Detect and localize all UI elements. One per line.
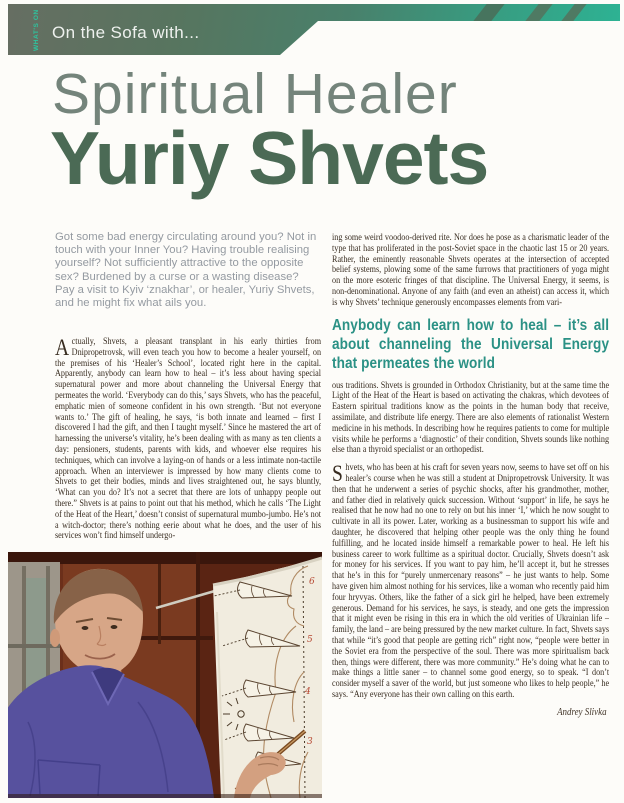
- dropcap-s: S: [332, 461, 343, 487]
- left-paragraph: [55, 337, 321, 542]
- photo-edge-shadow: [8, 794, 322, 798]
- banner-stripe-icon: [561, 4, 586, 21]
- photo: [8, 552, 322, 798]
- left-paragraph-text: ctually, Shvets, a pleasant transplant in his early thirties from Dnipropetrovsk, will even teach you how to become a healer yourself, on the premises of his ‘Healer’s School’, located right here in the capital. Apparently, anybody can learn how to heal – it’s less about having special supernatural power and more about channeling the Universal Energy that permeates the world. ‘Everybody can do this,’ says Shvets, who has the peaceful, emphatic mien of someone confident in his own strength. ‘But not everyone wants to.’ The gift of healing, he says, ‘is both innate and learned – first I discovered I had the gift, and then I taught myself.’ Since he mastered the art of harnessing the universe’s vitality, he’s been dealing with as many as ten clients a day: pensioners, students, parents with kids, and whoever else requires his techniques, which can involve a laying-on of hands or a less intimate non-tactile approach. When an interviewer is impressed by how many clients come to Shvets to get their bodies, minds and lives straightened out, he says bluntly, ‘What can you do? It’s not a secret that there are lots of unhappy people out there.” Shvets is at pains to point out that his method, which he calls ‘The Light of the Heat of the Heart,’ doesn’t consist of supernatural mumbo-jumbo. He’s not a witch-doctor; there’s nothing eerie about what he does, and the user of his services won’t find himself undergo-: [55, 337, 321, 542]
- chakra-number: 4: [305, 687, 311, 697]
- continuation-paragraph: ing some weird voodoo-derived rite. Nor does he pose as a charismatic leader of the type that has proliferated in the post-Soviet space in the chaotic last 15 or 20 years. Rather, the eminently reasonable Shvets operates at the intersection of accepted belief systems, plowing some of the same furrows that practitioners of yoga might on the more esoteric fringes of that discipline. The Universal Energy, it seems, is non-denominational. Anyone of any faith (and even an atheist) can access it, which is why Shvets’ technique generously encompasses elements from vari-: [332, 233, 609, 308]
- chakra-number: 6: [309, 577, 315, 587]
- eye: [82, 626, 89, 630]
- middle-paragraph: ous traditions. Shvets is grounded in Orthodox Christianity, but at the same time the Light of the Heat of the Heart is based on activating the chakras, which devotees of Eastern spiritual traditions know as the points in the human body that receive, assimilate, and distribute life energy. There are also elements of rationalist Western medicine in his methods. In describing how he requires patients to come for multiple visits while he performs a ‘diagnostic’ of their condition, Shvets sounds like nothing else than a thyroid specialist or an orthopedist.: [332, 379, 609, 456]
- ear: [50, 629, 60, 647]
- chakra-number: 5: [307, 635, 313, 645]
- headline-line1: Spiritual Healer: [52, 62, 458, 126]
- left-column: [55, 337, 321, 548]
- pull-quote-subheading: Anybody can learn how to heal – it’s all about channeling the Universal Energy that permeates the world: [332, 316, 609, 372]
- wood-seam: [158, 564, 161, 644]
- author-byline: Andrey Slivka: [557, 706, 607, 718]
- banner-stripe-icon: [473, 4, 504, 21]
- final-paragraph: [332, 463, 609, 701]
- dropcap-a: A: [55, 337, 70, 360]
- intro-standfirst: Got some bad energy circulating around you? Not in touch with your Inner You? Having trouble realising yourself? Not sufficiently attractive to the opposite sex? Burdened by a curse or a wasting disease? Pay a visit to Kyiv ‘znakhar’, or healer, Yuriy Shvets, and he might fix what ails you.: [55, 231, 317, 310]
- headline-line2: Yuriy Shvets: [50, 116, 489, 200]
- banner-stripe-icon: [525, 4, 552, 21]
- healer-photo-illustration: [8, 552, 322, 798]
- chakra-number: 3: [307, 737, 313, 747]
- section-label: On the Sofa with...: [52, 23, 200, 42]
- final-paragraph-text: hvets, who has been at his craft for seven years now, seems to have set off on his healer’s course when he was still a student at Dnipropetrovsk University. It was then that he underwent a series of psychic shocks, after his grandmother, mother, and father died in relatively quick succession. Without ‘support’ in life, he says he realised that he now had no one to rely on but his inner ‘I,’ which he now sought to cultivate in all its power. Later, working as a businessman to support his wife and daughter, he discovered that helping other people was the only thing he found fulfilling, and he located inside himself a remarkable power to heal. He left his business career to work fulltime as a spiritual doctor. Crucially, Shvets doesn’t ask for money for his services. If you want to pay him, he’ll accept it, but he stresses that he’s in this for “purely unmercenary reasons” – he just wants to help. Some have given him almost nothing for his services, like a woman who recently paid him four hryvyas. Others, like the father of a sick girl he helped, have been extremely generous. Demand for his services, he says, is steady, and one gets the impression that it might even be rising in this era in which the old verities of Ukrainian life – family, the land – are being pressured by the new market culture. In fact, Shvets says that while “it’s good that people are getting rich” right now, “people were better in the Soviet era from the perspective of the soul. There was more spiritualism back then, things were different, there was more community.” He’s doing what he can to make things a little saner – to channel some good energy, so to speak. “I don’t consider myself a saver of the world, but just someone who likes to help people,” he says. “Any everyone has their own calling on this earth.: [332, 462, 609, 700]
- eye: [111, 625, 118, 629]
- right-column: [332, 233, 609, 799]
- magazine-kicker: WHAT'S ON: [33, 9, 40, 51]
